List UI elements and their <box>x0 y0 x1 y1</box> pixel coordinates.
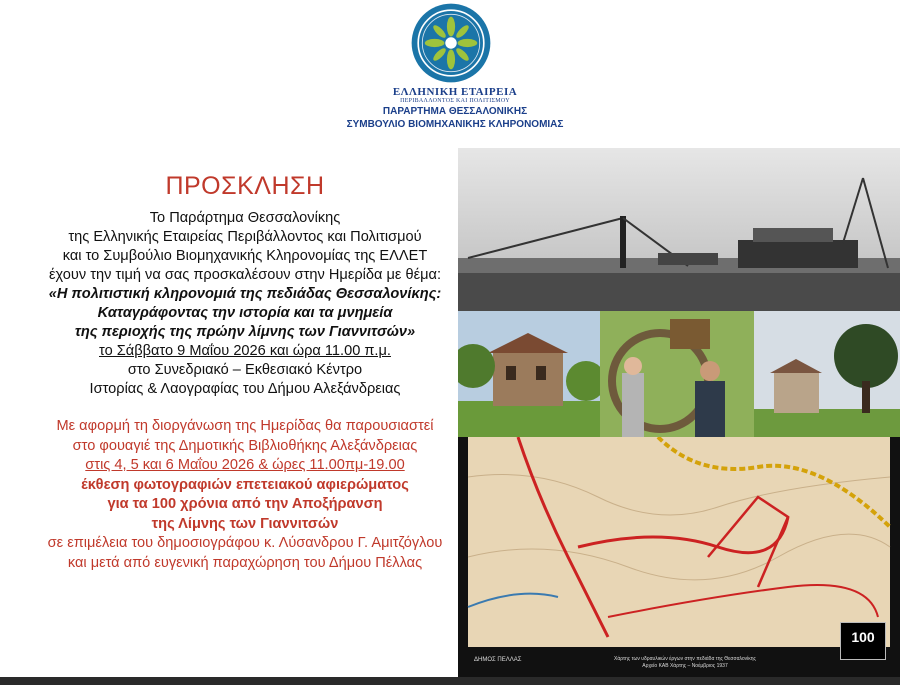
invitation-paragraph <box>30 209 460 399</box>
exhibition-line: σε επιμέλεια του δημοσιογράφου κ. Λύσανδρου Γ. Αμιτζόγλου <box>47 535 443 551</box>
house-with-tree-photo <box>754 311 900 437</box>
exhibition-paragraph <box>30 417 460 573</box>
map-caption-line: Χάρτης των υδραυλικών έργων στην πεδιάδα της Θεσσαλονίκης <box>614 656 756 662</box>
theme-line: Καταγράφοντας την ιστορία και τα μνημεία <box>97 305 393 321</box>
council-name: ΣΥΜΒΟΥΛΙΟ ΒΙΟΜΗΧΑΝΙΚΗΣ ΚΛΗΡΟΝΟΜΙΑΣ <box>346 119 564 130</box>
invitation-text <box>30 172 460 573</box>
org-subtitle: ΠΕΡΙΒΑΛΛΟΝΤΟΣ ΚΑΙ ΠΟΛΙΤΙΣΜΟΥ <box>400 98 510 104</box>
map-caption-line: Αρχείο ΚΑΒ Χάρτης – Νοέμβριος 1937 <box>642 663 728 669</box>
theme-line: «Η πολιτιστική κληρονομιά της πεδιάδας Θεσσαλονίκης: <box>48 286 442 302</box>
invitation-line: της Ελληνικής Εταιρείας Περιβάλλοντος και Πολιτισμού <box>68 229 422 245</box>
branch-name: ΠΑΡΑΡΤΗΜΑ ΘΕΣΣΑΛΟΝΙΚΗΣ <box>382 106 528 117</box>
exhibition-title: για τα 100 χρόνια από την Αποξήρανση <box>107 496 383 512</box>
page-title: ΠΡΟΣΚΛΗΣΗ <box>165 172 325 200</box>
men-with-wheel-photo <box>600 311 754 437</box>
historic-dredger-photo <box>458 148 900 311</box>
exhibition-title: της Λίμνης των Γιαννιτσών <box>151 515 339 532</box>
bottom-bar <box>0 677 900 685</box>
exhibition-title: έκθεση φωτογραφιών επετειακού αφιερώματος <box>81 476 409 493</box>
exhibition-dates: στις 4, 5 και 6 Μαΐου 2026 & ώρες 11.00πμ-19.00 <box>85 457 405 473</box>
exhibition-line: και μετά από ευγενική παραχώρηση του Δήμου Πέλλας <box>67 554 423 571</box>
municipality-brand: ΔΗΜΟΣ ΠΕΛΛΑΣ <box>474 657 522 663</box>
theme-line: της περιοχής της πρώην λίμνης των Γιαννιτσών» <box>74 324 416 340</box>
exhibition-line: στο φουαγιέ της Δημοτικής Βιβλιοθήκης Αλεξάνδρειας <box>72 437 418 454</box>
event-date: το Σάββατο 9 Μαΐου 2026 και ώρα 11.00 π.μ. <box>99 343 391 359</box>
society-logo-icon <box>410 2 492 84</box>
org-name: ΕΛΛΗΝΙΚΗ ΕΤΑΙΡΕΙΑ <box>392 86 518 98</box>
map-caption <box>570 656 800 670</box>
invitation-line: και το Συμβούλιο Βιομηχανικής Κληρονομίας της ΕΛΛΕΤ <box>62 248 428 264</box>
invitation-line: έχουν την τιμή να σας προσκαλέσουν στην Ημερίδα με θέμα: <box>48 267 441 283</box>
header <box>340 0 570 140</box>
venue-line: στο Συνεδριακό – Εκθεσιακό Κέντρο <box>127 362 363 378</box>
venue-line: Ιστορίας & Λαογραφίας του Δήμου Αλεξάνδρειας <box>89 381 401 397</box>
old-house-photo <box>458 311 600 437</box>
exhibition-line: Με αφορμή τη διοργάνωση της Ημερίδας θα παρουσιαστεί <box>56 418 434 434</box>
badge-number: 100 <box>851 629 875 645</box>
invitation-line: Το Παράρτημα Θεσσαλονίκης <box>149 210 341 226</box>
anniversary-badge <box>840 622 886 660</box>
historic-map <box>458 437 900 677</box>
